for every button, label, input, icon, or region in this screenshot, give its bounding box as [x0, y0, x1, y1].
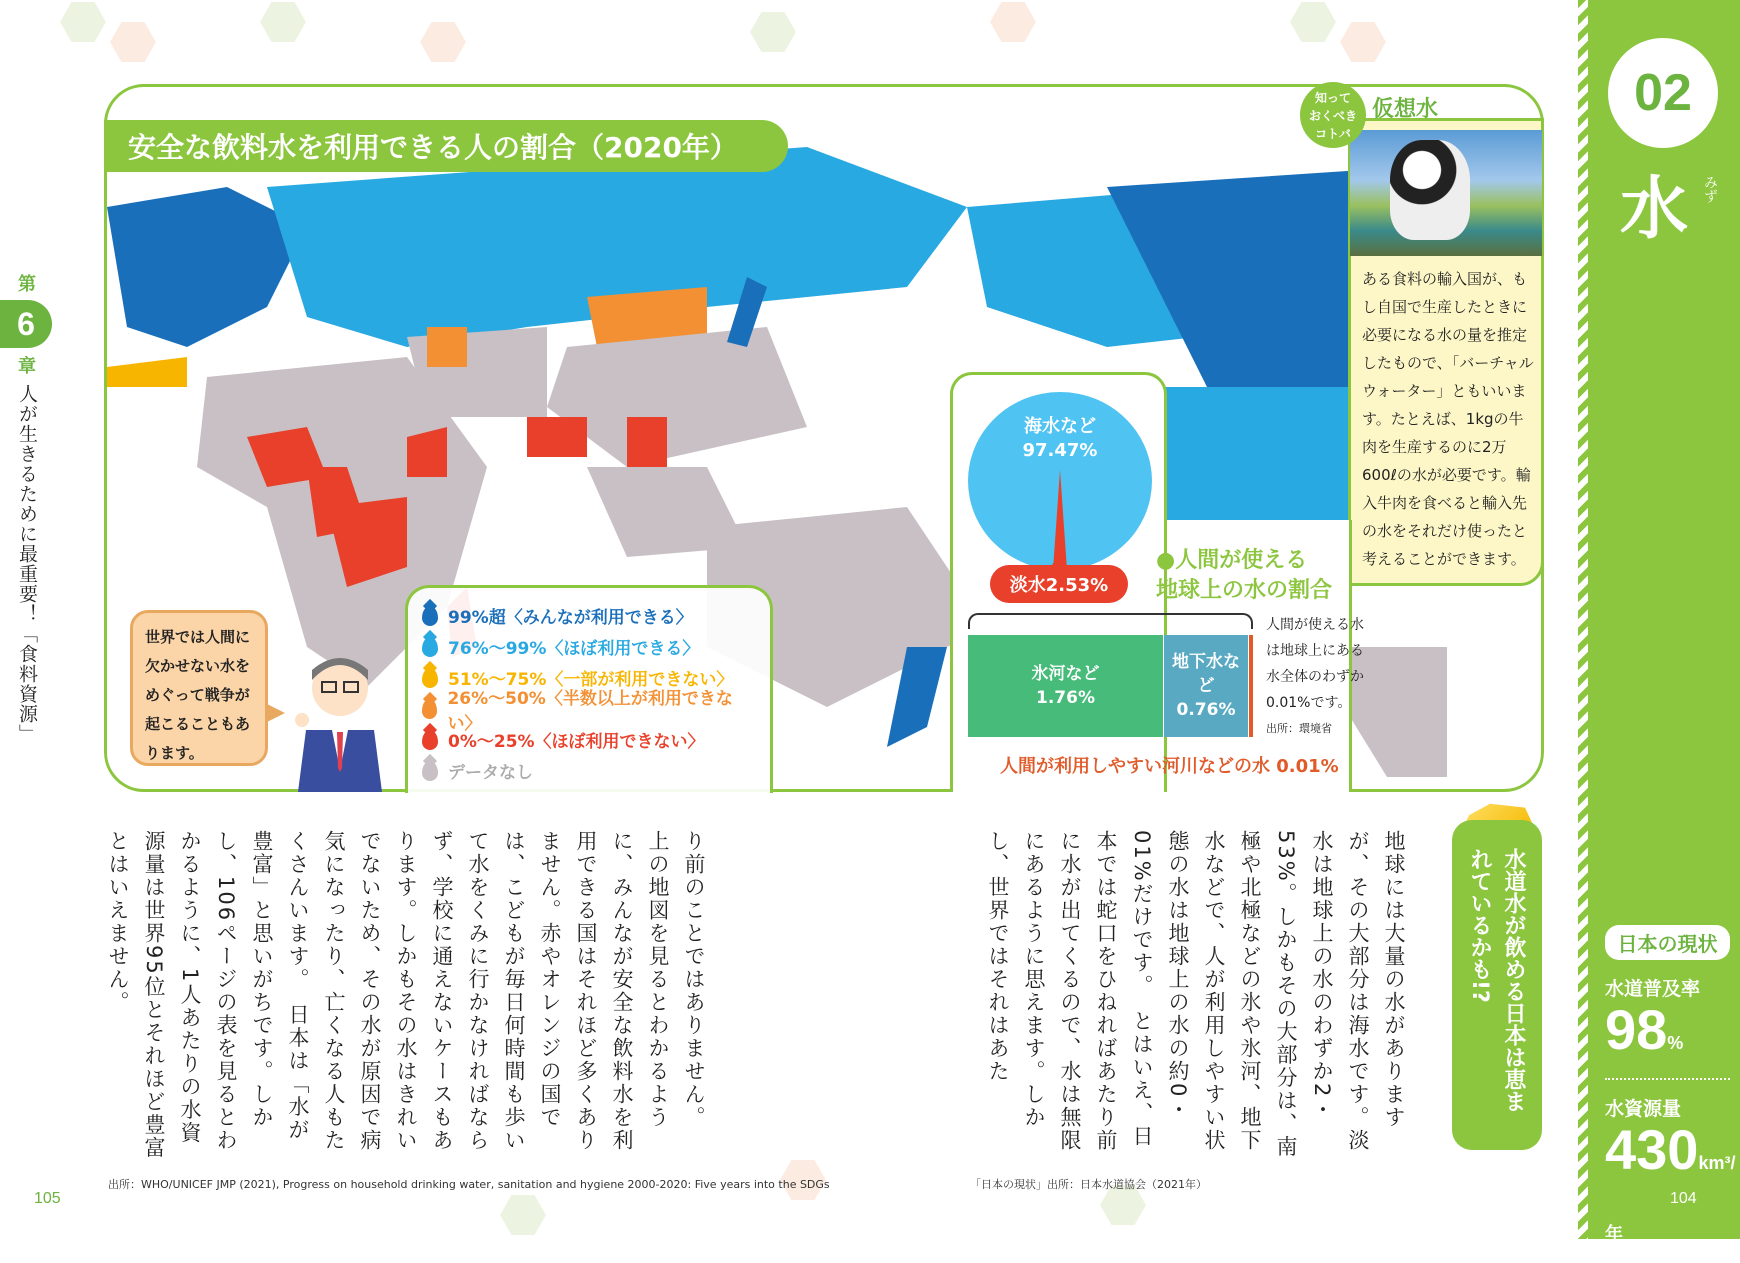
side-tab-text: 人が生きるために最重要！「食料資源」 — [16, 384, 38, 744]
chapter-side-tab — [0, 270, 52, 744]
hex-decoration — [260, 2, 306, 42]
legend-item: 26%～50%〈半数以上が利用できない〉 — [422, 693, 756, 724]
section-headline: 水道水が飲める日本は恵まれているかも!? — [1452, 820, 1542, 1150]
legend-item: 0%～25%〈ほぼ利用できない〉 — [422, 724, 756, 755]
water-drop-icon — [422, 730, 438, 750]
river-water-label: 人間が利用しやすい河川などの水 0.01% — [1000, 756, 1339, 777]
freshwater-label: 淡水2.53% — [990, 565, 1128, 603]
keyword-title: 仮想水 — [1372, 97, 1439, 122]
source-right: 「日本の現状」出所：日本水道協会（2021年） — [970, 1178, 1207, 1191]
chapter-title: 水 — [1620, 170, 1689, 249]
hex-decoration — [750, 12, 796, 52]
hex-decoration — [110, 22, 156, 62]
hex-decoration — [1290, 2, 1336, 42]
water-drop-icon — [422, 637, 438, 657]
legend-item: 76%～99%〈ほぼ利用できる〉 — [422, 631, 756, 662]
side-tab-number: 6 — [0, 300, 52, 348]
legend-item: データなし — [422, 755, 756, 786]
water-note: 人間が使える水は地球上にある水全体のわずか0.01%です。 出所：環境省 — [1266, 617, 1364, 735]
chapter-ruby: みず — [1702, 175, 1718, 203]
hex-decoration — [60, 2, 106, 42]
japan-status — [1605, 925, 1736, 1263]
side-tab-sho: 章 — [18, 356, 36, 377]
hex-decoration — [500, 1195, 546, 1235]
body-text-right: 地球には大量の水がありますが、その大部分は海水です。淡水は地球上の水のわずか2・53%。しかもその大部分は、南極や北極などの氷や氷河、地下水などで、人が利用しやすい状態の水は地球上の水の約0・01%だけです。 とはいえ、日本では蛇口をひねればあたり前に水が出てくるので、水は無限にあるように思えます。しかし、世界ではそれはあた — [986, 830, 1406, 1159]
cow-photo — [1350, 130, 1542, 256]
water-drop-icon — [422, 761, 438, 781]
map-legend — [405, 585, 773, 793]
source-left: 出所：WHO/UNICEF JMP (2021), Progress on household drinking water, sanitation and hygiene 2000-2020: Five years into the SDGs — [108, 1178, 830, 1191]
teacher-illustration — [292, 650, 382, 792]
chapter-number: 02 — [1608, 38, 1718, 148]
side-tab-dai: 第 — [18, 274, 36, 295]
status-value-supply: 98% — [1605, 998, 1684, 1061]
hex-decoration — [1340, 22, 1386, 62]
keyword-badge: 知って おくべき コトバ — [1300, 82, 1366, 148]
speech-bubble: 世界では人間に欠かせない水をめぐって戦争が起こることもあります。 — [130, 610, 268, 766]
brace — [968, 613, 1253, 629]
water-drop-icon — [422, 606, 438, 626]
legend-item: 51%～75%〈一部が利用できない〉 — [422, 662, 756, 693]
status-heading: 日本の現状 — [1605, 925, 1730, 960]
body-text-left: り前のことではありません。 上の地図を見るとわかるように、みんなが安全な飲料水を利用できる国はそれほど多くありません。赤やオレンジの国では、こどもが毎日何時間も歩いて水をくみに行かなければならず、学校に通えないケースもあります。しかもその水はきれいでないため、その水が原因で病気になったり、亡くなる人もたくさんいます。 日本は「水が豊富」と思いがちです。しかし、106ページの表を見るとわかるように、1人あたりの水資源量は世界95位とそれほど豊富とはいえません。 — [106, 830, 706, 1160]
bar-river — [1249, 635, 1253, 737]
status-label-resource: 水資源量 — [1605, 1098, 1682, 1120]
water-drop-icon — [422, 668, 438, 688]
keyword-text: ある食料の輸入国が、もし自国で生産したときに必要になる水の量を推定したもので、「バーチャルウォーター」ともいいます。たとえば、1kgの牛肉を生産するのに2万600ℓの水が必要です。輸入牛肉を食べると輸入先の水をそれだけ使ったと考えることができます。 — [1362, 270, 1534, 568]
hex-decoration — [420, 22, 466, 62]
map-title: 安全な飲料水を利用できる人の割合（2020年） — [104, 120, 788, 172]
hex-decoration — [990, 2, 1036, 42]
status-label-supply: 水道普及率 — [1605, 978, 1701, 1000]
page-number-left: 105 — [34, 1190, 61, 1207]
water-chart-heading: ●人間が使える 地球上の水の割合 — [1156, 548, 1333, 603]
page-number-right: 104 — [1670, 1190, 1697, 1207]
bar-groundwater: 地下水など 0.76% — [1164, 635, 1248, 737]
pie-label: 海水など 97.47% — [1022, 416, 1098, 461]
water-drop-icon — [422, 699, 437, 719]
status-value-resource: 430km³/年 — [1605, 1118, 1736, 1244]
bar-glacier: 氷河など 1.76% — [968, 635, 1163, 737]
legend-item: 99%超〈みんなが利用できる〉 — [422, 600, 756, 631]
